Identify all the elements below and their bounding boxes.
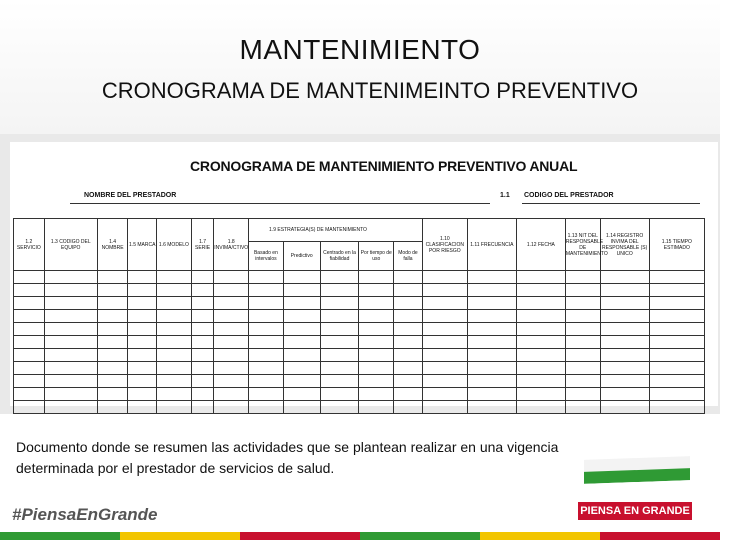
table-cell (44, 375, 97, 388)
table-cell (249, 375, 284, 388)
table-cell (516, 401, 565, 414)
table-cell (422, 362, 467, 375)
table-cell (359, 336, 394, 349)
table-cell (320, 362, 359, 375)
table-cell (359, 375, 394, 388)
table-cell (320, 336, 359, 349)
table-cell (97, 271, 128, 284)
table-cell (600, 310, 649, 323)
table-cell (97, 388, 128, 401)
table-cell (214, 284, 249, 297)
slide-header (0, 0, 720, 134)
table-cell (44, 271, 97, 284)
table-cell (44, 323, 97, 336)
table-cell (157, 297, 192, 310)
table-cell (191, 388, 213, 401)
table-row (14, 297, 705, 310)
table-cell (97, 323, 128, 336)
table-cell (516, 362, 565, 375)
strategy-column-header: Basado en intervalos (249, 242, 284, 271)
prestador-name-label: NOMBRE DEL PRESTADOR (84, 192, 177, 199)
table-cell (157, 284, 192, 297)
table-row (14, 401, 705, 414)
table-cell (128, 375, 157, 388)
table-cell (394, 362, 423, 375)
table-cell (649, 297, 704, 310)
table-row (14, 375, 705, 388)
table-cell (128, 388, 157, 401)
column-header: 1.5 MARCA (128, 219, 157, 271)
table-cell (516, 271, 565, 284)
table-cell (157, 349, 192, 362)
strategy-column-header: Por tiempo de uso (359, 242, 394, 271)
table-cell (191, 310, 213, 323)
table-cell (214, 349, 249, 362)
table-cell (44, 388, 97, 401)
table-cell (214, 271, 249, 284)
table-cell (214, 388, 249, 401)
table-cell (157, 388, 192, 401)
table-cell (467, 388, 516, 401)
table-header-row (14, 219, 705, 242)
table-cell (97, 349, 128, 362)
table-cell (516, 323, 565, 336)
table-cell (44, 310, 97, 323)
table-cell (467, 401, 516, 414)
table-cell (600, 284, 649, 297)
table-cell (320, 388, 359, 401)
prestador-code-line (522, 203, 700, 204)
table-cell (14, 362, 45, 375)
table-cell (565, 375, 600, 388)
table-cell (97, 336, 128, 349)
schedule-document (10, 142, 718, 406)
table-cell (191, 271, 213, 284)
table-cell (600, 336, 649, 349)
table-cell (157, 375, 192, 388)
table-cell (565, 284, 600, 297)
table-cell (422, 271, 467, 284)
table-cell (467, 375, 516, 388)
table-cell (422, 310, 467, 323)
table-cell (44, 349, 97, 362)
schedule-table (13, 218, 705, 414)
table-cell (649, 284, 704, 297)
table-cell (214, 297, 249, 310)
table-cell (214, 401, 249, 414)
table-cell (422, 388, 467, 401)
table-cell (516, 284, 565, 297)
table-cell (14, 401, 45, 414)
column-header: 1.8 INVIMA/CTIVO (214, 219, 249, 271)
table-cell (649, 323, 704, 336)
table-cell (359, 401, 394, 414)
table-cell (191, 297, 213, 310)
table-cell (600, 323, 649, 336)
table-row (14, 323, 705, 336)
table-cell (600, 297, 649, 310)
table-cell (249, 297, 284, 310)
table-cell (191, 362, 213, 375)
table-cell (359, 284, 394, 297)
table-cell (191, 349, 213, 362)
table-cell (422, 284, 467, 297)
table-cell (565, 388, 600, 401)
table-row (14, 349, 705, 362)
table-cell (249, 349, 284, 362)
table-cell (157, 336, 192, 349)
table-cell (516, 310, 565, 323)
prestador-name-line (70, 203, 490, 204)
table-cell (249, 336, 284, 349)
table-cell (214, 362, 249, 375)
table-cell (600, 375, 649, 388)
column-header: 1.2 SERVICIO (14, 219, 45, 271)
column-header: 1.12 FECHA (516, 219, 565, 271)
table-cell (157, 401, 192, 414)
table-cell (283, 284, 320, 297)
table-cell (249, 310, 284, 323)
table-cell (283, 388, 320, 401)
table-cell (359, 349, 394, 362)
table-cell (97, 297, 128, 310)
table-cell (157, 271, 192, 284)
table-cell (44, 284, 97, 297)
table-cell (359, 271, 394, 284)
column-header: 1.3 CODIGO DEL EQUIPO (44, 219, 97, 271)
table-cell (249, 388, 284, 401)
table-cell (157, 310, 192, 323)
table-cell (565, 401, 600, 414)
table-cell (214, 323, 249, 336)
table-cell (157, 362, 192, 375)
table-cell (649, 310, 704, 323)
table-cell (44, 401, 97, 414)
table-cell (649, 336, 704, 349)
strip-segment (360, 532, 480, 540)
table-cell (394, 375, 423, 388)
table-cell (191, 323, 213, 336)
column-header: 1.6 MODELO (157, 219, 192, 271)
table-cell (467, 284, 516, 297)
slide-title: MANTENIMIENTO (239, 34, 481, 65)
table-cell (128, 362, 157, 375)
strip-segment (0, 532, 120, 540)
table-cell (249, 284, 284, 297)
table-cell (44, 297, 97, 310)
table-cell (14, 310, 45, 323)
column-header: 1.11 FRECUENCIA (467, 219, 516, 271)
table-row (14, 310, 705, 323)
table-cell (14, 349, 45, 362)
table-cell (565, 297, 600, 310)
prestador-code-label: CODIGO DEL PRESTADOR (524, 192, 614, 199)
table-cell (422, 297, 467, 310)
table-cell (422, 375, 467, 388)
table-cell (97, 375, 128, 388)
table-cell (14, 323, 45, 336)
table-cell (516, 375, 565, 388)
table-cell (44, 336, 97, 349)
table-cell (394, 310, 423, 323)
column-header: 1.14 REGISTRO INVIMA DEL RESPONSABLE (S) UNICO (600, 219, 649, 271)
table-cell (128, 284, 157, 297)
color-strip (0, 532, 720, 540)
hashtag-logo: #PiensaEnGrande (12, 505, 158, 524)
table-cell (394, 284, 423, 297)
table-cell (359, 297, 394, 310)
table-cell (467, 336, 516, 349)
piensa-en-grande-logo: PIENSA EN GRANDE (578, 502, 692, 520)
table-cell (649, 362, 704, 375)
table-row (14, 284, 705, 297)
table-row (14, 362, 705, 375)
table-cell (394, 388, 423, 401)
table-cell (157, 323, 192, 336)
table-cell (14, 336, 45, 349)
column-header: 1.10 CLASIFICACION POR RIESGO (422, 219, 467, 271)
table-cell (128, 401, 157, 414)
table-cell (128, 336, 157, 349)
table-cell (320, 284, 359, 297)
table-cell (320, 401, 359, 414)
table-cell (249, 362, 284, 375)
table-cell (249, 271, 284, 284)
table-cell (283, 297, 320, 310)
strip-segment (120, 532, 240, 540)
table-cell (283, 336, 320, 349)
table-cell (44, 362, 97, 375)
table-cell (14, 297, 45, 310)
table-cell (394, 323, 423, 336)
table-cell (467, 297, 516, 310)
table-cell (600, 401, 649, 414)
table-cell (320, 297, 359, 310)
table-cell (14, 284, 45, 297)
table-cell (359, 362, 394, 375)
table-cell (467, 362, 516, 375)
table-cell (14, 271, 45, 284)
table-cell (565, 323, 600, 336)
column-header: 1.4 NOMBRE (97, 219, 128, 271)
table-cell (97, 362, 128, 375)
table-cell (214, 375, 249, 388)
table-cell (422, 323, 467, 336)
table-cell (283, 310, 320, 323)
table-cell (128, 271, 157, 284)
table-cell (516, 336, 565, 349)
table-cell (422, 336, 467, 349)
table-cell (214, 310, 249, 323)
table-cell (467, 310, 516, 323)
table-cell (191, 284, 213, 297)
table-cell (467, 323, 516, 336)
table-cell (467, 271, 516, 284)
table-cell (283, 375, 320, 388)
table-cell (191, 336, 213, 349)
table-cell (600, 388, 649, 401)
table-cell (14, 375, 45, 388)
table-cell (600, 271, 649, 284)
table-cell (320, 310, 359, 323)
table-cell (97, 310, 128, 323)
table-cell (565, 349, 600, 362)
table-cell (320, 271, 359, 284)
table-cell (320, 375, 359, 388)
table-cell (283, 271, 320, 284)
strip-segment (240, 532, 360, 540)
table-cell (128, 297, 157, 310)
strategy-column-header: Modo de falla (394, 242, 423, 271)
strategy-header: 1.9 ESTRATEGIA(S) DE MANTENIMIENTO (249, 219, 423, 242)
table-cell (320, 349, 359, 362)
table-cell (600, 349, 649, 362)
table-cell (249, 323, 284, 336)
table-cell (128, 310, 157, 323)
table-cell (359, 310, 394, 323)
table-cell (394, 336, 423, 349)
table-cell (649, 271, 704, 284)
table-cell (394, 349, 423, 362)
column-header: 1.13 NIT DEL RESPONSABLE DE MANTENIMIENTO (565, 219, 600, 271)
table-cell (128, 323, 157, 336)
table-cell (283, 349, 320, 362)
table-cell (359, 388, 394, 401)
table-cell (516, 297, 565, 310)
table-cell (283, 323, 320, 336)
table-cell (283, 362, 320, 375)
strategy-column-header: Centrado en la fiabilidad (320, 242, 359, 271)
table-cell (359, 323, 394, 336)
column-header: 1.15 TIEMPO ESTIMADO (649, 219, 704, 271)
table-cell (249, 401, 284, 414)
table-cell (649, 349, 704, 362)
table-cell (565, 362, 600, 375)
table-cell (14, 388, 45, 401)
prestador-code-number: 1.1 (500, 192, 510, 199)
strip-segment (480, 532, 600, 540)
table-cell (422, 401, 467, 414)
slide-description: Documento donde se resumen las actividades que se plantean realizar en una vigencia determinada por el prestador de servicios de salud. (16, 439, 559, 476)
table-cell (191, 401, 213, 414)
table-cell (394, 271, 423, 284)
table-cell (128, 349, 157, 362)
table-cell (467, 349, 516, 362)
table-row (14, 271, 705, 284)
table-cell (394, 297, 423, 310)
table-cell (516, 349, 565, 362)
table-cell (97, 284, 128, 297)
table-cell (283, 401, 320, 414)
table-cell (649, 401, 704, 414)
table-cell (394, 401, 423, 414)
strategy-column-header: Predictivo (283, 242, 320, 271)
table-cell (649, 388, 704, 401)
table-cell (214, 336, 249, 349)
table-cell (565, 336, 600, 349)
table-cell (422, 349, 467, 362)
column-header: 1.7 SERIE (191, 219, 213, 271)
table-cell (600, 362, 649, 375)
table-cell (565, 271, 600, 284)
table-cell (97, 401, 128, 414)
table-cell (516, 388, 565, 401)
slide-subtitle: CRONOGRAMA DE MANTENIMEINTO PREVENTIVO (101, 78, 639, 103)
flag-icon (584, 456, 690, 496)
document-title: CRONOGRAMA DE MANTENIMIENTO PREVENTIVO ANUAL (190, 158, 578, 174)
table-cell (191, 375, 213, 388)
table-row (14, 388, 705, 401)
table-cell (649, 375, 704, 388)
table-cell (320, 323, 359, 336)
table-cell (565, 310, 600, 323)
strip-segment (600, 532, 720, 540)
table-row (14, 336, 705, 349)
